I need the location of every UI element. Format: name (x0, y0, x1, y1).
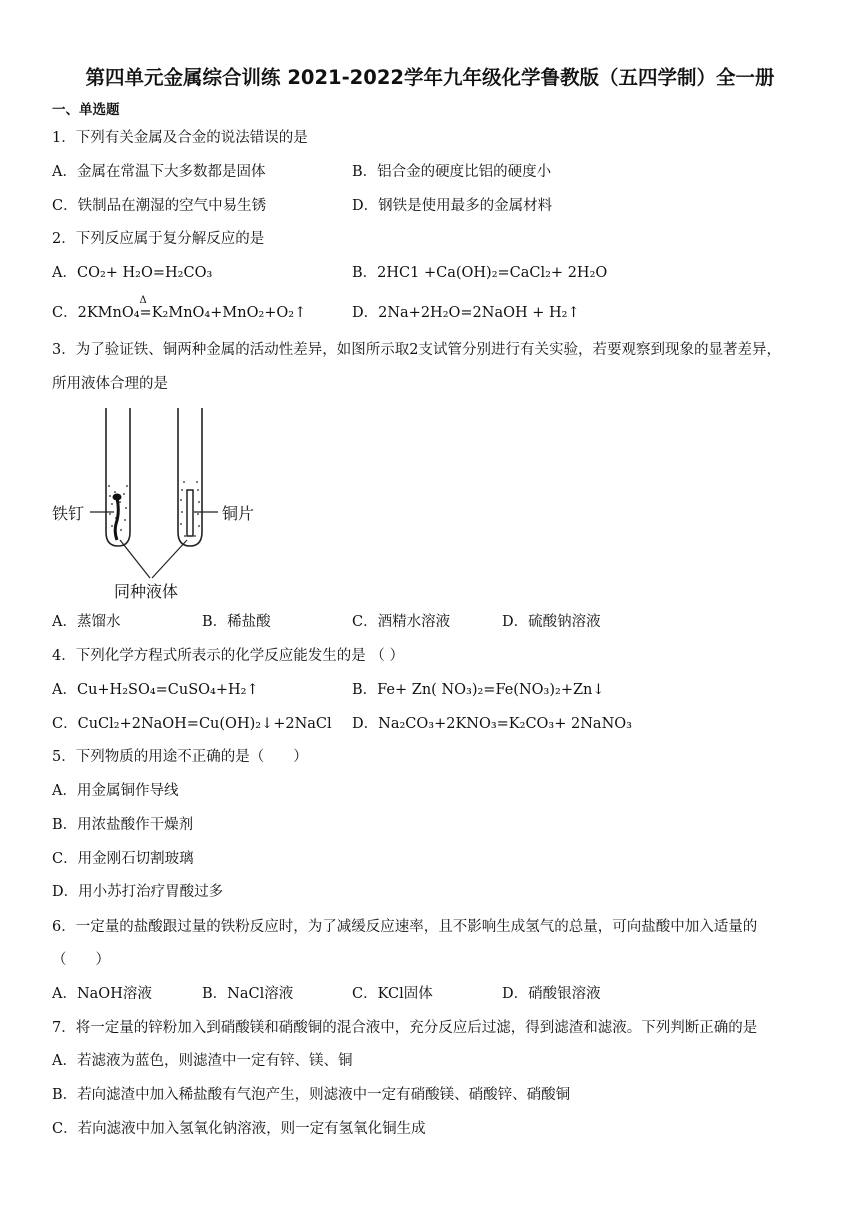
q4-option-b: B．Fe+ Zn( NO₃)₂=Fe(NO₃)₂+Zn↓ (352, 682, 605, 698)
q1-option-a: A．金属在常温下大多数都是固体 (52, 164, 266, 180)
q2-option-c (52, 295, 307, 323)
q1-option-d: D．钢铁是使用最多的金属材料 (352, 198, 553, 214)
copper-strip (187, 490, 193, 536)
iron-nail-label: 铁钉 (52, 504, 85, 523)
q4-option-d: D．Na₂CO₃+2KNO₃=K₂CO₃+ 2NaNO₃ (352, 716, 632, 732)
liquid-pointer-right (152, 540, 187, 578)
q3-option-c: C．酒精水溶液 (352, 614, 451, 630)
q1-option-b: B．铝合金的硬度比铝的硬度小 (352, 164, 552, 180)
liquid-label: 同种液体 (114, 582, 179, 601)
section-heading: 一、单选题 (52, 102, 120, 118)
document-title: 第四单元金属综合训练 2021-2022学年九年级化学鲁教版（五四学制）全一册 (85, 66, 775, 89)
q5-option-d: D．用小苏打治疗胃酸过多 (52, 884, 224, 900)
iron-nail (113, 494, 121, 540)
q3-option-a: A．蒸馏水 (52, 614, 121, 630)
copper-label: 铜片 (222, 504, 255, 523)
q2-option-c-products: K₂MnO₄+MnO₂+O₂↑ (151, 305, 307, 321)
right-test-tube (178, 408, 202, 546)
q4-option-a: A．Cu+H₂SO₄=CuSO₄+H₂↑ (52, 682, 259, 698)
q6-option-b: B．NaCl溶液 (202, 986, 294, 1002)
delta-symbol: Δ (139, 295, 147, 306)
q6-option-d: D．硝酸银溶液 (502, 986, 601, 1002)
left-test-tube (106, 408, 130, 546)
liquid-pointer-left (120, 540, 150, 578)
heat-condition (139, 295, 152, 323)
q7-stem: 7．将一定量的锌粉加入到硝酸镁和硝酸铜的混合液中，充分反应后过滤，得到滤渣和滤液。下列判断正确的是 (52, 1020, 758, 1036)
q7-option-b: B．若向滤渣中加入稀盐酸有气泡产生，则滤液中一定有硝酸镁、硝酸锌、硝酸铜 (52, 1087, 571, 1103)
q3-stem-line1: 3．为了验证铁、铜两种金属的活动性差异，如图所示取2支试管分别进行有关实验，若要观察到现象的显著差异， (52, 342, 781, 358)
q1-option-c: C．铁制品在潮湿的空气中易生锈 (52, 198, 267, 214)
q7-option-c: C．若向滤液中加入氢氧化钠溶液，则一定有氢氧化铜生成 (52, 1121, 426, 1137)
q6-stem-line2: （ ） (52, 952, 110, 968)
q5-option-a: A．用金属铜作导线 (52, 783, 179, 799)
q3-option-b: B．稀盐酸 (202, 614, 271, 630)
q3-option-d: D．硫酸钠溶液 (502, 614, 601, 630)
q2-option-b: B．2HC1 +Ca(OH)₂=CaCl₂+ 2H₂O (352, 265, 608, 281)
q3-stem-line2: 所用液体合理的是 (52, 376, 168, 392)
q4-option-c: C．CuCl₂+2NaOH=Cu(OH)₂↓+2NaCl (52, 716, 332, 732)
q6-option-a: A．NaOH溶液 (52, 986, 152, 1002)
equals-sign: = (139, 305, 152, 321)
q2-option-a: A．CO₂+ H₂O=H₂CO₃ (52, 265, 213, 281)
q2-option-c-reactant: C．2KMnO₄ (52, 305, 140, 321)
test-tube-figure (50, 400, 280, 605)
q1-stem: 1．下列有关金属及合金的说法错误的是 (52, 130, 308, 146)
q5-option-c: C．用金刚石切割玻璃 (52, 851, 194, 867)
q6-option-c: C．KCl固体 (352, 986, 433, 1002)
q5-stem: 5．下列物质的用途不正确的是（ ） (52, 749, 308, 765)
q5-option-b: B．用浓盐酸作干燥剂 (52, 817, 194, 833)
q2-stem: 2．下列反应属于复分解反应的是 (52, 231, 265, 247)
q4-stem: 4．下列化学方程式所表示的化学反应能发生的是 （ ） (52, 648, 404, 664)
q6-stem-line1: 6．一定量的盐酸跟过量的铁粉反应时，为了减缓反应速率，且不影响生成氢气的总量，可向盐酸中加入适量的 (52, 919, 758, 935)
q2-option-d: D．2Na+2H₂O=2NaOH + H₂↑ (352, 305, 580, 321)
q7-option-a: A．若滤液为蓝色，则滤渣中一定有锌、镁、铜 (52, 1053, 353, 1069)
